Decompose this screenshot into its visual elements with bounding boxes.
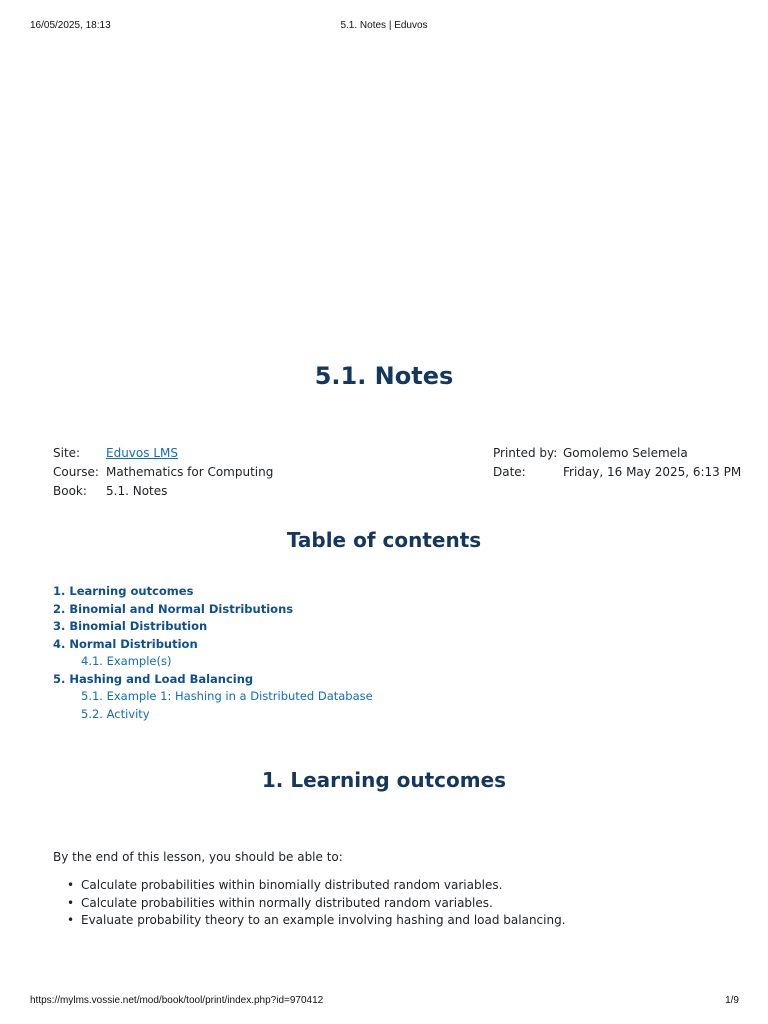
meta-printed-by-row <box>493 446 741 465</box>
meta-date-value: Friday, 16 May 2025, 6:13 PM <box>563 465 742 479</box>
meta-book-value: 5.1. Notes <box>106 484 168 498</box>
section-intro: By the end of this lesson, you should be able to: <box>53 850 343 864</box>
print-page-title: 5.1. Notes | Eduvos <box>340 20 428 31</box>
toc-item-binomial-normal[interactable]: 2. Binomial and Normal Distributions <box>53 601 294 616</box>
meta-date-label: Date: <box>493 465 526 479</box>
print-header <box>0 20 768 34</box>
meta-date-row <box>493 465 741 484</box>
list-item <box>53 878 566 896</box>
toc-item-activity[interactable]: 5.2. Activity <box>81 706 150 721</box>
toc-item-hashing-example[interactable]: 5.1. Example 1: Hashing in a Distributed Database <box>81 689 373 703</box>
section-title: 1. Learning outcomes <box>261 768 507 792</box>
outcome-text: Evaluate probability theory to an example involving hashing and load balancing. <box>81 913 566 927</box>
outcome-text: Calculate probabilities within binomially distributed random variables. <box>81 878 503 892</box>
toc-item-learning-outcomes[interactable]: 1. Learning outcomes <box>53 584 194 598</box>
site-link[interactable]: Eduvos LMS <box>106 446 178 460</box>
meta-printed-by-value: Gomolemo Selemela <box>563 446 688 460</box>
meta-site-label: Site: <box>53 446 81 460</box>
learning-outcomes-list <box>53 878 566 931</box>
outcome-text: Calculate probabilities within normally distributed random variables. <box>81 895 493 910</box>
book-meta-left <box>53 446 273 503</box>
bullet-icon: • <box>67 895 75 910</box>
toc-item-hashing[interactable]: 5. Hashing and Load Balancing <box>53 671 254 686</box>
print-datetime: 16/05/2025, 18:13 <box>30 20 111 31</box>
toc-title: Table of contents <box>286 528 482 552</box>
meta-course-row <box>53 465 273 484</box>
bullet-icon: • <box>67 913 75 927</box>
book-title: 5.1. Notes <box>314 362 454 390</box>
print-page-number: 1/9 <box>725 995 739 1006</box>
meta-book-row <box>53 484 273 503</box>
book-meta-right <box>493 446 741 484</box>
print-url: https://mylms.vossie.net/mod/book/tool/print/index.php?id=970412 <box>30 995 324 1006</box>
meta-printed-by-label: Printed by: <box>493 446 558 460</box>
table-of-contents <box>53 584 373 724</box>
toc-item-normal-distribution[interactable]: 4. Normal Distribution <box>53 636 198 651</box>
meta-book-label: Book: <box>53 484 87 498</box>
meta-site-row <box>53 446 273 465</box>
meta-course-label: Course: <box>53 465 99 479</box>
print-footer <box>0 995 768 1009</box>
bullet-icon: • <box>67 878 75 892</box>
toc-item-examples[interactable]: 4.1. Example(s) <box>81 654 172 668</box>
meta-course-value: Mathematics for Computing <box>106 465 274 479</box>
list-item <box>53 913 566 931</box>
toc-item-binomial-distribution[interactable]: 3. Binomial Distribution <box>53 619 208 633</box>
list-item <box>53 896 566 914</box>
